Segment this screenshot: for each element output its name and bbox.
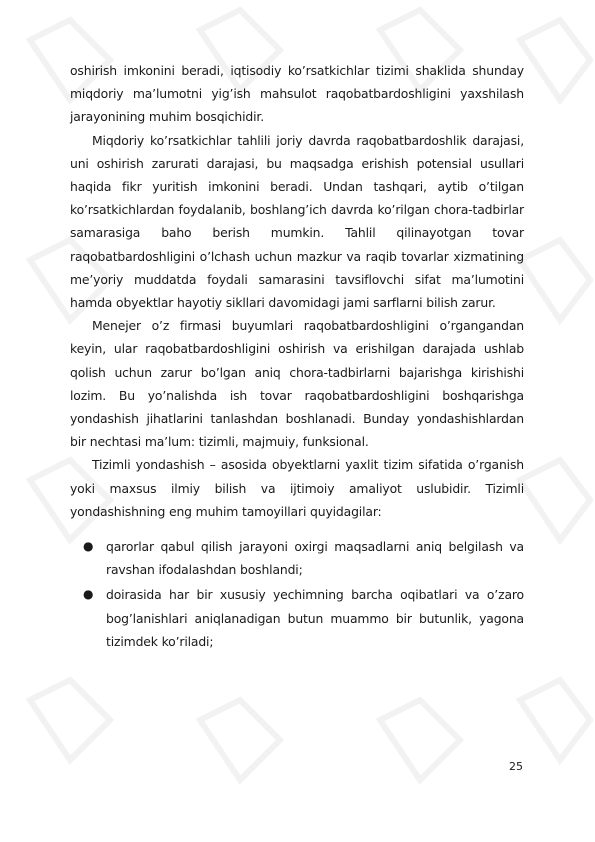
paragraph-continuation: oshirish imkonini beradi, iqtisodiy ko’rsatkichlar tizimi shaklida shunday miqdoriy ma’lumotni yig’ish mahsulot raqobatbardoshligini yaxshilash jarayonining muhim bosqichidir.	[70, 63, 524, 125]
paragraph-quantitative-indicators: Miqdoriy ko’rsatkichlar tahlili joriy davrda raqobatbardoshlik darajasi, uni oshirish zarurati darajasi, bu maqsadga erishish potensial usullari haqida fikr yuritish imkonini beradi. Undan tashqari, aytib o’tilgan ko’rsatkichlardan foydalanib, boshlang’ich davrda ko’rilgan chora-tadbirlar samarasiga baho berish mumkin. Tahlil qilinayotgan tovar raqobatbardoshligini o’lchash uchun mazkur va raqib tovarlar xizmatining me’yoriy muddatda foydali samarasini tavsiflovchi sifat ma’lumotini hamda obyektlar hayotiy sikllari davomidagi jami sarflarni bilish zarur.	[70, 132, 524, 311]
principles-list	[70, 535, 524, 653]
list-item	[70, 535, 524, 581]
bullet-icon: ●	[83, 539, 94, 554]
page-number: 25	[509, 760, 523, 773]
document-body	[70, 59, 524, 655]
list-item-text: qarorlar qabul qilish jarayoni oxirgi maqsadlarni aniq belgilash va ravshan ifodalashdan boshlandi;	[106, 539, 524, 578]
list-item	[70, 583, 524, 653]
paragraph-systemic-approach: Tizimli yondashish – asosida obyektlarni yaxlit tizim sifatida o’rganish yoki maxsus ilmiy bilish va ijtimoiy amaliyot uslubidir. Tizimli yondashishning eng muhim tamoyillari quyidagilar:	[70, 457, 524, 519]
bullet-icon: ●	[83, 587, 94, 602]
list-item-text: doirasida har bir xususiy yechimning barcha oqibatlari va o’zaro bog’lanishlari aniqlanadigan butun muammo bir butunlik, yagona tizimdek ko’riladi;	[106, 587, 524, 649]
paragraph-manager: Menejer o’z firmasi buyumlari raqobatbardoshligini o’rgangandan keyin, ular raqobatbardoshligini oshirish va erishilgan darajada ushlab qolish uchun zarur bo’lgan aniq chora-tadbirlarni bajarishga kirishishi lozim. Bu yo’nalishda ish tovar raqobatbardoshligini boshqarishga yondashish jihatlarini tanlashdan boshlanadi. Bunday yondashishlardan bir nechtasi ma’lum: tizimli, majmuiy, funksional.	[70, 318, 524, 450]
